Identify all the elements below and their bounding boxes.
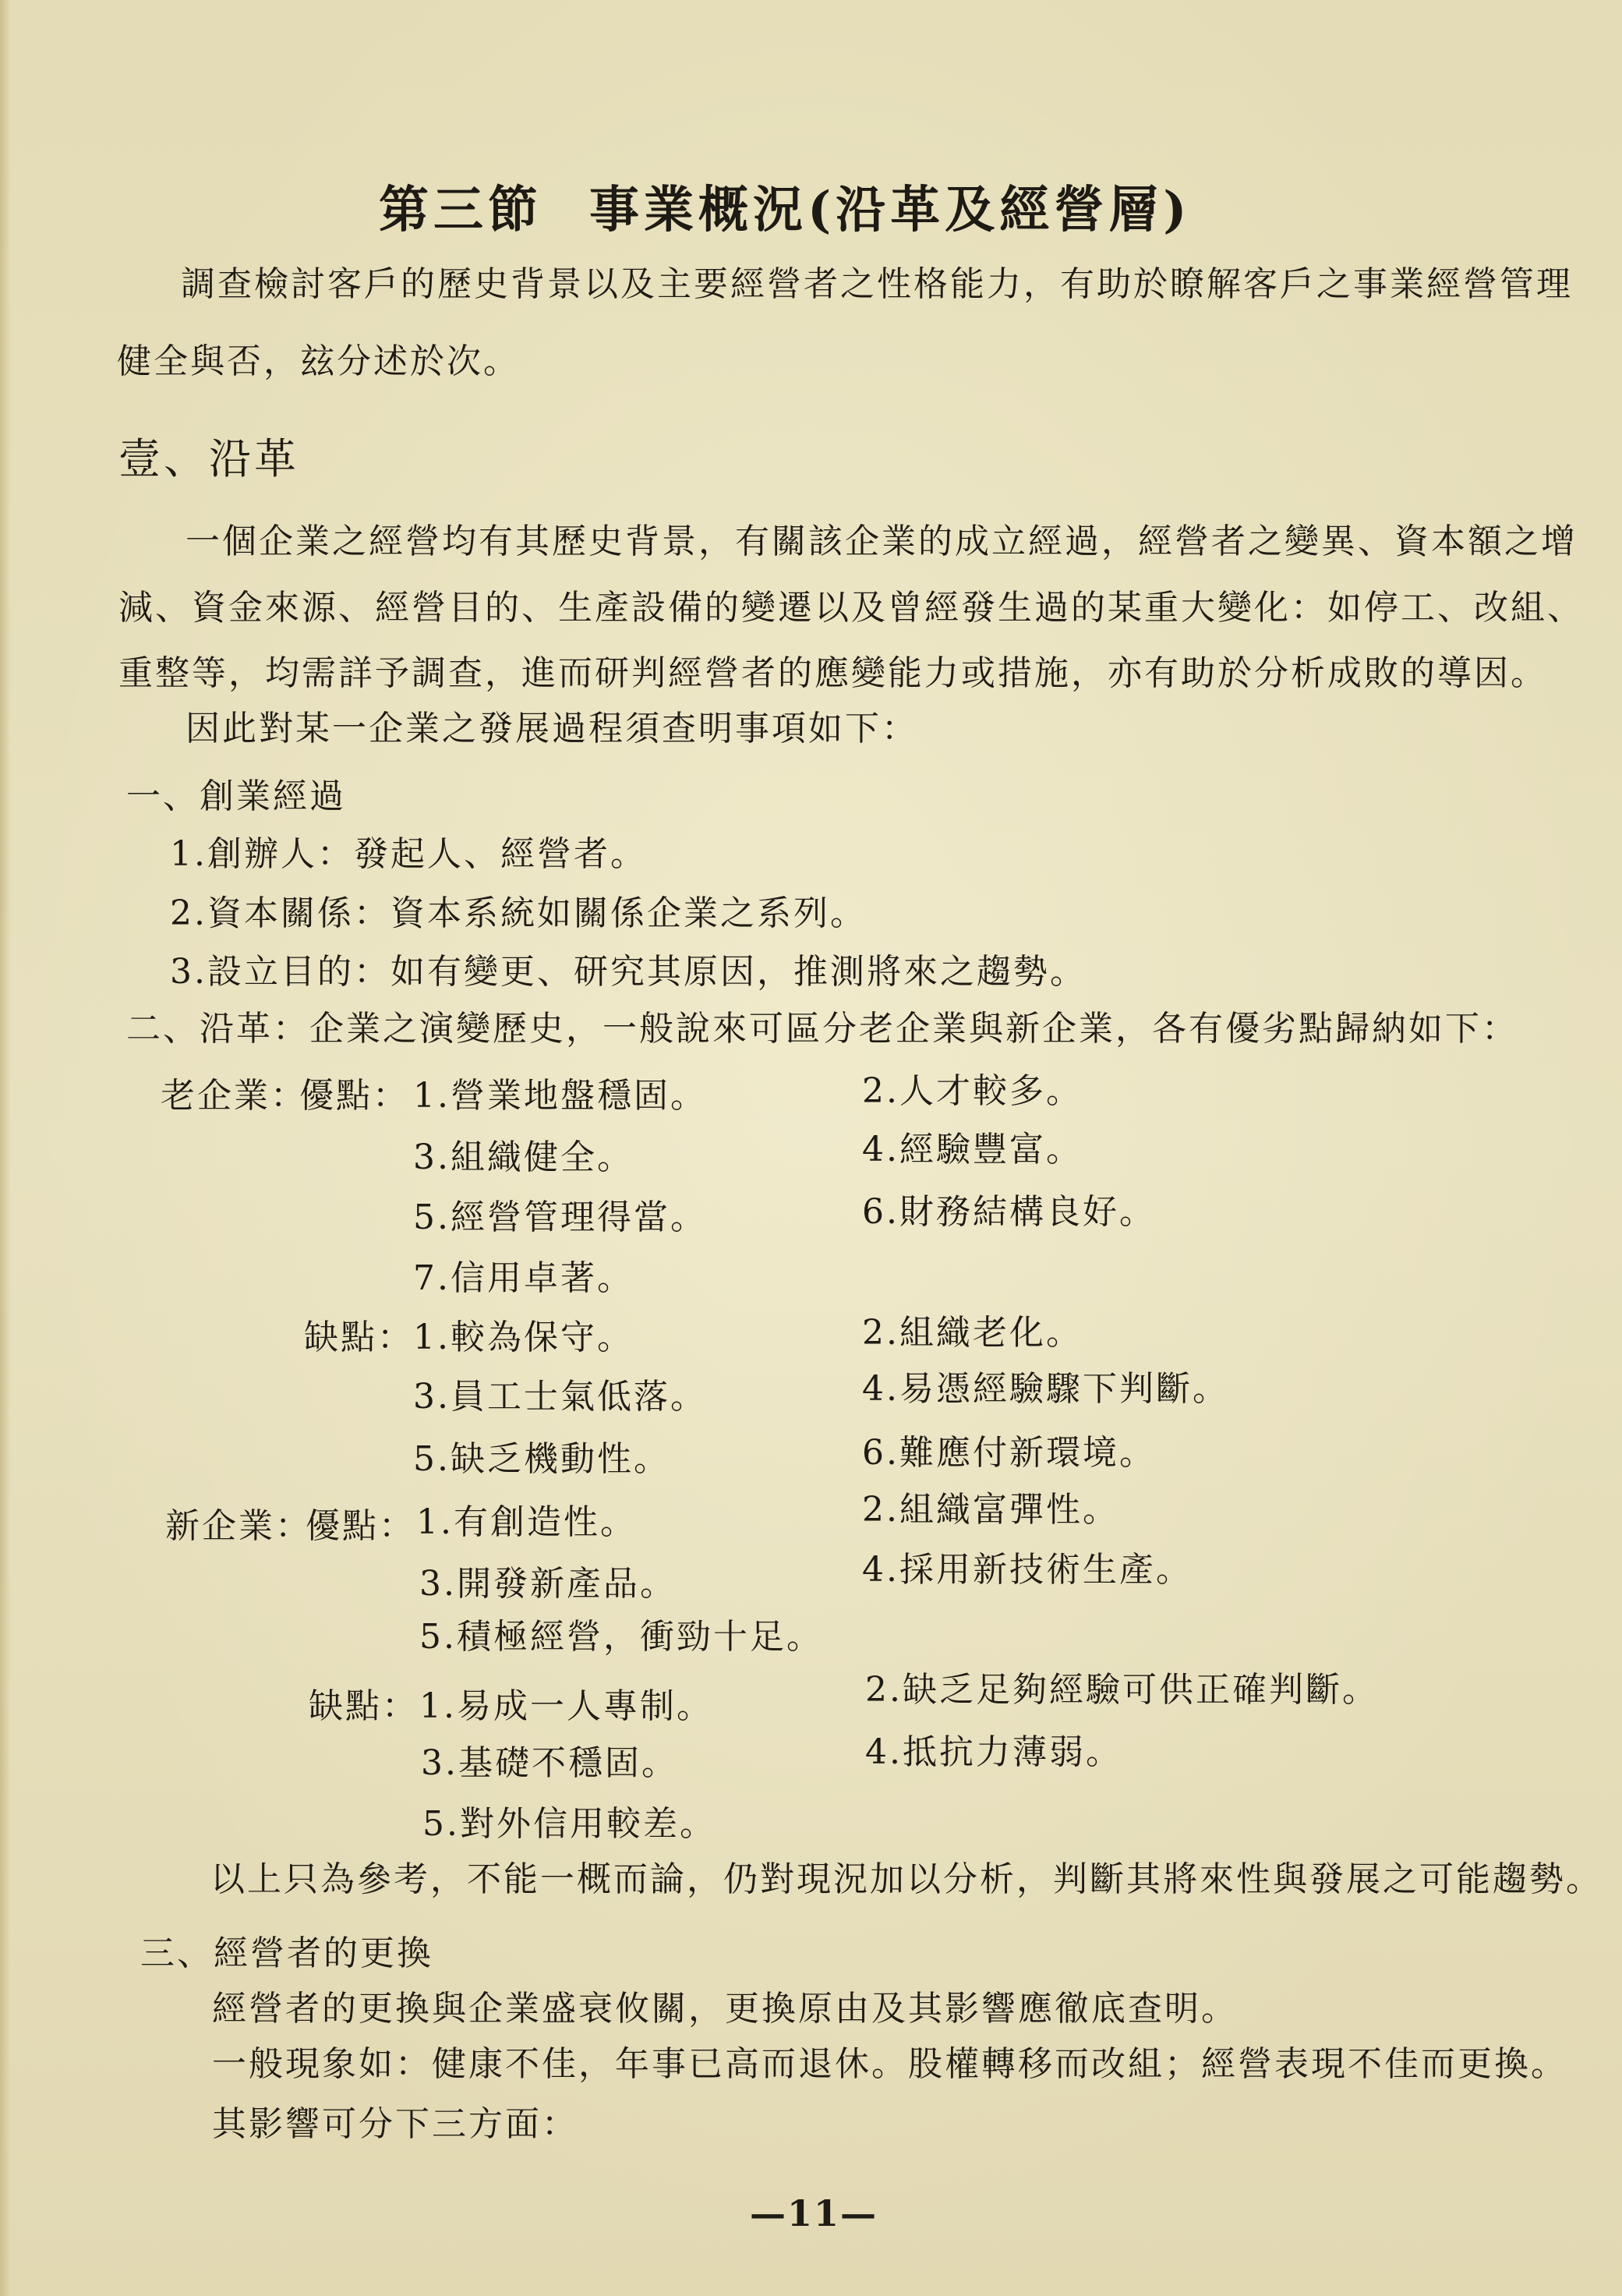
old-pros-label: 優點：	[299, 1076, 409, 1116]
succession-heading: 三、經營者的更換	[140, 1933, 433, 1973]
old-con-item: 1.較為保守。	[413, 1318, 634, 1357]
evolution-note: 以上只為參考，不能一概而論，仍對現況加以分析，判斷其將來性與發展之可能趨勢。	[210, 1859, 1603, 1899]
old-pro-item: 4.經驗豐富。	[862, 1130, 1083, 1169]
new-pro-item: 4.採用新技術生產。	[862, 1550, 1193, 1590]
para1-line-2: 減、資金來源、經營目的、生產設備的變遷以及曾經發生過的某重大變化：如停工、改組、	[118, 588, 1584, 628]
new-pro-item: 3.開發新產品。	[419, 1564, 677, 1604]
new-cons-label: 缺點：	[309, 1686, 419, 1726]
succession-line-2: 一般現象如：健康不佳，年事已高而退休。股權轉移而改組；經營表現不佳而更換。	[212, 2044, 1567, 2084]
section-title	[379, 181, 1192, 239]
old-pro-item: 3.組織健全。	[413, 1137, 634, 1177]
old-con-item: 4.易憑經驗驟下判斷。	[862, 1369, 1229, 1409]
old-pro-item: 6.財務結構良好。	[862, 1192, 1156, 1232]
para1-line-1: 一個企業之經營均有其歷史背景，有關該企業的成立經過，經營者之變異、資本額之增	[186, 522, 1578, 561]
heading-history: 壹、沿革	[118, 434, 299, 483]
founding-item-2: 2.資本關係：資本系統如關係企業之系列。	[170, 893, 867, 933]
page-number: —11—	[750, 2192, 878, 2234]
old-con-item: 6.難應付新環境。	[862, 1433, 1156, 1473]
section-name: 事業概況(沿革及經營層)	[589, 181, 1192, 239]
new-pro-item: 1.有創造性。	[416, 1502, 637, 1542]
new-pros-label: 優點：	[306, 1506, 415, 1546]
old-cons-label: 缺點：	[304, 1318, 414, 1357]
new-pro-item: 2.組織富彈性。	[862, 1490, 1119, 1530]
founding-heading: 一、創業經過	[126, 777, 346, 816]
intro-line-2: 健全與否，玆分述於次。	[117, 341, 520, 381]
old-con-item: 3.員工士氣低落。	[413, 1377, 707, 1417]
new-con-item: 3.基礎不穩固。	[421, 1743, 678, 1783]
para1-line-4: 因此對某一企業之發展過程須查明事項如下：	[186, 709, 918, 748]
para1-line-3: 重整等，均需詳予調查，進而研判經營者的應變能力或措施，亦有助於分析成敗的導因。	[118, 653, 1547, 693]
old-con-item: 2.組織老化。	[862, 1313, 1083, 1353]
old-con-item: 5.缺乏機動性。	[413, 1439, 670, 1479]
new-con-item: 4.抵抗力薄弱。	[865, 1732, 1122, 1772]
new-con-item: 2.缺乏足夠經驗可供正確判斷。	[865, 1670, 1379, 1710]
old-pro-item: 7.信用卓著。	[413, 1258, 634, 1298]
old-pro-item: 5.經營管理得當。	[413, 1198, 707, 1237]
new-pro-item: 5.積極經營，衝勁十足。	[419, 1617, 823, 1657]
old-enterprise-label: 老企業：	[161, 1076, 307, 1116]
intro-line-1: 調查檢討客戶的歷史背景以及主要經營者之性格能力，有助於瞭解客戶之事業經營管理	[181, 264, 1573, 304]
succession-line-1: 經營者的更換與企業盛衰攸關，更換原由及其影響應徹底查明。	[212, 1989, 1238, 2029]
succession-line-3: 其影響可分下三方面：	[212, 2104, 578, 2144]
new-con-item: 1.易成一人專制。	[419, 1686, 713, 1726]
evolution-heading: 二、沿革：企業之演變歷史，一般說來可區分老企業與新企業，各有優劣點歸納如下：	[126, 1009, 1518, 1049]
old-pro-item: 2.人才較多。	[862, 1071, 1083, 1111]
section-number: 第三節	[379, 181, 542, 239]
old-pro-item: 1.營業地盤穩固。	[413, 1076, 707, 1116]
new-con-item: 5.對外信用較差。	[422, 1804, 716, 1844]
founding-item-3: 3.設立目的：如有變更、研究其原因，推測將來之趨勢。	[170, 952, 1087, 992]
founding-item-1: 1.創辦人：發起人、經營者。	[170, 834, 647, 874]
new-enterprise-label: 新企業：	[165, 1506, 312, 1546]
